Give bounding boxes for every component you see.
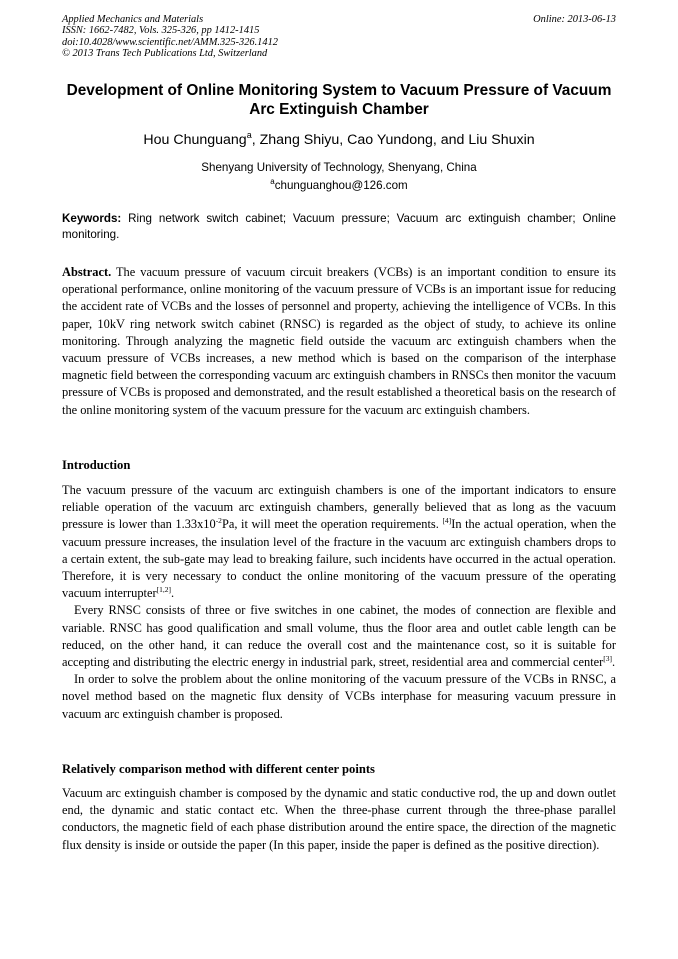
intro-p2-text-b: .: [612, 655, 616, 670]
abstract-label: Abstract.: [62, 265, 112, 279]
author-list: [62, 132, 616, 149]
journal-name: Applied Mechanics and Materials: [62, 14, 204, 25]
other-authors: , Zhang Shiyu, Cao Yundong, and Liu Shuxin: [251, 132, 535, 148]
paper-title: Development of Online Monitoring System to Vacuum Pressure of Vacuum Arc Extinguish Chamber: [66, 82, 612, 118]
keywords: [62, 211, 616, 243]
citation-1-2: [1,2]: [156, 585, 171, 595]
intro-p1-text-d: .: [171, 586, 175, 601]
citation-4: [4]: [442, 516, 452, 526]
intro-paragraph-3: In order to solve the problem about the online monitoring of the vacuum pressure of the VCBs in RNSC, a novel method based on the magnetic flux density of VCBs interphase for measuring vacuum pressure in vacuum arc extinguish chamber is proposed.: [62, 672, 616, 721]
intro-p1-text-b: Pa, it will meet the operation requirements.: [221, 517, 443, 532]
keywords-text: Ring network switch cabinet; Vacuum pressure; Vacuum arc extinguish chamber; Online monitoring.: [62, 212, 616, 241]
section-comparison-body: [62, 785, 616, 854]
doi-line: doi:10.4028/www.scientific.net/AMM.325-326.1412: [62, 36, 278, 48]
introduction-body: [62, 482, 616, 723]
intro-paragraph-2: [62, 602, 616, 671]
section-heading-comparison: Relatively comparison method with different center points: [62, 762, 375, 776]
intro-paragraph-1: [62, 482, 616, 602]
keywords-label: Keywords:: [62, 212, 122, 225]
email-address: chunguanghou@126.com: [274, 179, 408, 192]
abstract: [62, 264, 616, 419]
issn-line: ISSN: 1662-7482, Vols. 325-326, pp 1412-1415: [62, 25, 260, 37]
copyright-line: © 2013 Trans Tech Publications Ltd, Switzerland: [62, 47, 268, 59]
journal-header: [62, 14, 616, 59]
intro-p2-text-a: Every RNSC consists of three or five switches in one cabinet, the modes of connection are flexible and variable. RNSC has good qualification and small volume, thus the floor area and outlet cable length can be reduced, on the other hand, it can reduce the overall cost and the maintenance cost, so it is suitable for accepting and distributing the electric energy in industrial park, street, residential area and commercial center: [62, 603, 616, 670]
abstract-text: The vacuum pressure of vacuum circuit breakers (VCBs) is an important condition to ensure its operational performance, online monitoring of the vacuum pressure of VCBs is an important issue for reducing the accident rate of VCBs and the losses of personnel and property, achieving the intelligence of VCBs. In this paper, 10kV ring network switch cabinet (RNSC) is regarded as the object of study, to achieve its online monitoring. Through analyzing the magnetic field outside the vacuum arc extinguish chambers when the vacuum pressure of VCBs increases, a new method which is based on the comparison of the interphase magnetic field between the corresponding vacuum arc extinguish chambers in RNSCs then monitor the vacuum pressure of VCBs is proposed and demonstrated, and the result established a theoretical basis on the research of the online monitoring system of the vacuum pressure for the vacuum arc extinguish chambers.: [62, 265, 616, 417]
online-date: Online: 2013-06-13: [533, 14, 616, 25]
intro-p1-text-c: In the actual operation, when the vacuum pressure increases, the insulation level of the fracture in the vacuum arc extinguish chambers drops to a certain extent, the sub-gate may lead to breaking failure, such incidents have occurred in the actual operation. Therefore, it is very necessary to conduct the online monitoring of the vacuum pressure of the operating vacuum interrupter: [62, 517, 616, 601]
affiliation: Shenyang University of Technology, Shenyang, China: [201, 161, 477, 174]
citation-3: [3]: [603, 654, 613, 664]
intro-p1-text-a: The vacuum pressure of the vacuum arc extinguish chambers is one of the important indicators to ensure reliable operation of the vacuum arc extinguish chambers, generally believed that as long as the vacuum pressure is lower than 1.33x10: [62, 483, 616, 532]
comparison-paragraph-1: Vacuum arc extinguish chamber is composed by the dynamic and static conductive rod, the up and down outlet end, the dynamic and static contact etc. When the three-phase current through the three-phase parallel conductors, the magnetic field of each phase distribution around the entire space, the direction of the magnetic flux density is inside or outside the paper (In this paper, inside the paper is defined as the positive direction).: [62, 786, 616, 852]
email-superscript: a: [270, 177, 275, 186]
author-email: [62, 178, 616, 194]
introduction-heading: Introduction: [62, 458, 131, 472]
intro-p1-exponent: -2: [215, 516, 222, 526]
first-author: Hou Chunguang: [143, 132, 247, 148]
author-superscript: a: [246, 130, 252, 140]
